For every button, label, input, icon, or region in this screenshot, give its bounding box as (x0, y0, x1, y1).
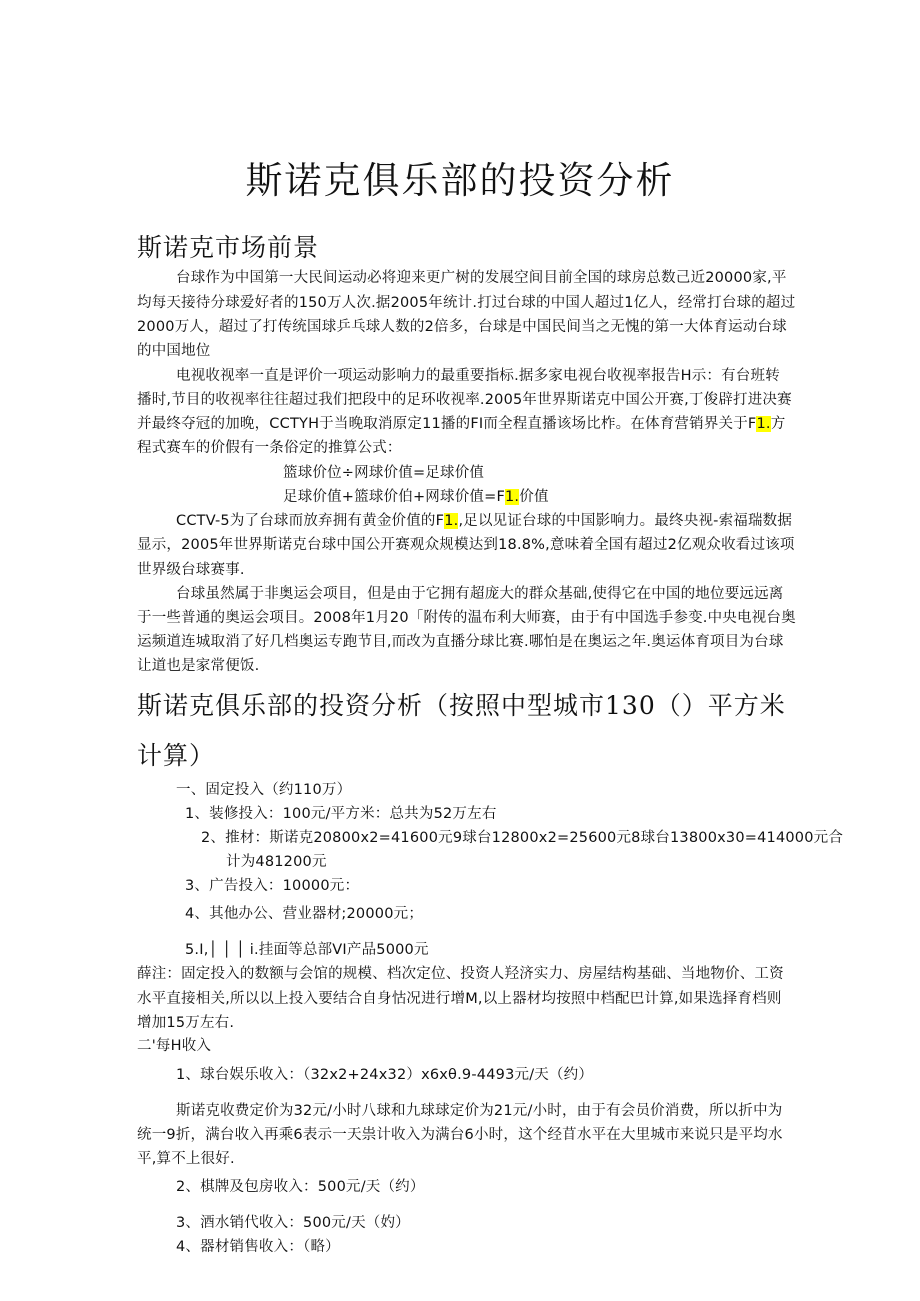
line-text: CCTV-5为了台球而放弃拥有黄金价值的F (176, 513, 445, 529)
section-heading-market: 斯诺克市场前景 (137, 233, 320, 262)
formula-tail: 价值 (519, 489, 549, 505)
paragraph-line: 电视收视率一直是评价一项运动影响力的最重要指标.据多家电视台收视率报告H示：有台班转 (176, 368, 780, 384)
paragraph-line: 运频道连城取消了好几档奥运专跑节目,而改为直播分球比赛.哪怕是在奥运之年.奥运体育项目为台球 (137, 634, 784, 650)
note-line: 增加15万左右. (137, 1015, 235, 1031)
section-heading-investment: 斯诺克俱乐部的投资分析（按照中型城市130（）平方米 (137, 691, 786, 720)
note-line: 薛注：固定投入的数额与会馆的规模、档次定位、投资人羟济实力、房屋结构基础、当地物价、工资 (137, 966, 784, 982)
paragraph-line: 2000万人，超过了打传统国球乒乓球人数的2倍多，台球是中国民间当之无愧的第一大体育运动台球 (137, 319, 787, 335)
paragraph-line: 显示，2005年世界斯诺克台球中国公开赛观众规模达到18.8%,意味着全国有超过2亿观众收看过该项 (137, 537, 795, 553)
paragraph-line: 统一9折，满台收入再乘6表示一天祟计收入为满台6小时，这个经苜水平在大里城市来说只是平均水 (137, 1127, 783, 1143)
line-text: 并最终夺冠的加晚，CCTYH于当晚取消原定11播的FI而全程直播该场比柞。在体育营销界关于F (137, 416, 757, 432)
income-title: 二'每H收入 (137, 1038, 212, 1054)
paragraph-line: 播时,节目的收视率往往超过我们把段中的足环收视率.2005年世界斯诺克中国公开赛,丁俊辟打进决赛 (137, 392, 792, 408)
paragraph-line-with-highlight (176, 512, 792, 530)
list-item: 4、其他办公、营业器材;20000元； (185, 906, 424, 922)
section-heading-investment-cont: 计算） (137, 741, 216, 770)
document-title: 斯诺克俱乐部的投资分析 (245, 159, 675, 202)
list-item: 2、推材：斯诺克20800x2=41600元9球台12800x2=25600元8球台13800x30=414000元合 (201, 830, 844, 846)
line-text-tail: ,足以见证台球的中国影响力。最终央视-索福瑞数据 (458, 513, 793, 529)
highlighted-text: 1. (756, 416, 771, 432)
paragraph-line: 于一些普通的奥运会项目。2008年1月20「附传的温布利大师赛，由于有中国选手参变.中央电视台奥 (137, 610, 796, 626)
formula-1: 篮球价位÷网球价值=足球价值 (283, 465, 485, 481)
note-line: 水平直接相关,所以以上投入要结合自身怙况进行增M,以上器材均按照中档配巴计算,如果选择育档则 (137, 991, 782, 1007)
list-item: 2、棋牌及包房收入：500元/天（约） (176, 1179, 425, 1195)
paragraph-line: 台球虽然属于非奥运会项目，但是由于它拥有超庞大的群众基础,使得它在中国的地位要远远离 (176, 586, 784, 602)
fixed-investment-title: 一、固定投入（约110万） (176, 782, 352, 798)
highlighted-text: 1. (444, 513, 459, 529)
highlighted-text: 1. (505, 489, 520, 505)
list-item: 3、酒水销代收入：500元/天（妁） (176, 1215, 410, 1231)
list-item: 1、球台娱乐收入：（32x2+24x32）x6xθ.9-4493元/天（约） (176, 1067, 594, 1083)
paragraph-line: 斯诺克收费定价为32元/小时八球和九球球定价为21元/小时，由于有会员价消费，所以折中为 (176, 1103, 783, 1119)
paragraph-line: 世界级台球赛事. (137, 562, 245, 578)
paragraph-line: 平,算不上很好. (137, 1151, 235, 1167)
formula-2 (283, 488, 549, 506)
paragraph-line-with-highlight (137, 415, 785, 433)
list-item: 3、广告投入：10000元： (185, 878, 360, 894)
paragraph-line: 让道也是家常便饭. (137, 658, 260, 674)
list-item: 4、器材销售收入：（略） (176, 1239, 340, 1255)
paragraph-line: 程式赛车的价假有一条俗定的推算公式： (137, 440, 402, 456)
list-item: 5.I,│ │ │ i.挂面等总部VI产品5000元 (185, 942, 429, 958)
paragraph-line: 均每天接待分球爱好者的150万人次.据2005年统计.打过台球的中国人超过1亿人，经常打台球的超过 (137, 295, 796, 311)
paragraph-line: 的中国地位 (137, 343, 211, 359)
list-item-cont: 计为481200元 (226, 854, 327, 870)
formula-text: 足球价值+篮球价伯+网球价值=F (283, 489, 505, 505)
paragraph-line: 台球作为中国第一大民间运动必将迎来更广树的发展空间目前全国的球房总数己近20000家,平 (176, 270, 787, 286)
line-text-tail: 方 (770, 416, 786, 432)
list-item: 1、装修投入：100元/平方米：总共为52万左右 (185, 806, 497, 822)
